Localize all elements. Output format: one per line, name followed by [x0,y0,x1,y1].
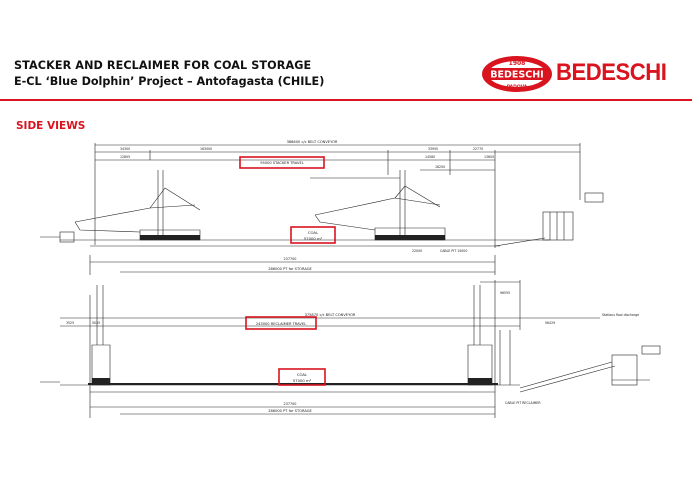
seal-name-text: BEDESCHI [490,69,544,81]
top-dim-2: 163000 [200,147,213,151]
bottom-discharge-note: Stations flow discharge [602,313,640,317]
top-dim-8: 18200 [435,165,446,169]
top-dim-7: 13600 [484,155,495,159]
bottom-cable-note: CABLE PIT RECLAIMER [505,401,541,405]
page-subtitle: E-CL ‘Blue Dolphin’ Project – Antofagasta (CHILE) [14,75,325,88]
bottom-dim-2: 5035 [92,321,101,325]
top-storage-inner: 237700 [283,257,297,261]
bottom-coal-label: COAL [296,372,308,377]
top-dim-6: 14580 [425,155,436,159]
seal-year-text: 1908 [508,60,526,67]
bottom-belt-conveyor-label: 375870 c/c BELT CONVEYOR [304,313,356,317]
top-dim-5: 12805 [120,155,131,159]
page-title: STACKER AND RECLAIMER FOR COAL STORAGE [14,59,312,72]
section-title: SIDE VIEWS [16,120,86,132]
reclaimer-travel-label: 243000 RECLAIMER TRAVEL [255,322,307,326]
top-storage-length: 286000 PT for STORAGE [268,267,312,271]
top-dim-3: 33950 [428,147,439,151]
bottom-dim-4: 56429 [545,321,556,325]
top-coal-label: COAL [307,230,319,235]
seal-city-text: PADOVA [506,85,528,90]
top-cable-note: CABLE PIT 15000 [440,249,468,253]
bottom-storage-length: 286000 PT for STORAGE [268,409,312,413]
bottom-dim-1: 3525 [66,321,75,325]
bottom-dim-3: 96555 [500,291,511,295]
top-dim-9: 22000 [412,249,423,253]
bottom-coal-area: 57000 m² [292,378,312,383]
top-dim-4: 22770 [473,147,484,151]
top-coal-area: 57000 m² [303,236,323,241]
top-belt-conveyor-label: 388600 c/c BELT CONVEYOR [286,140,338,144]
bottom-storage-inner: 237700 [283,402,297,406]
brand-name: BEDESCHI [556,59,667,86]
stacker-travel-label: 95000 STACKER TRAVEL [260,161,304,165]
top-dim-1: 34300 [120,147,131,151]
